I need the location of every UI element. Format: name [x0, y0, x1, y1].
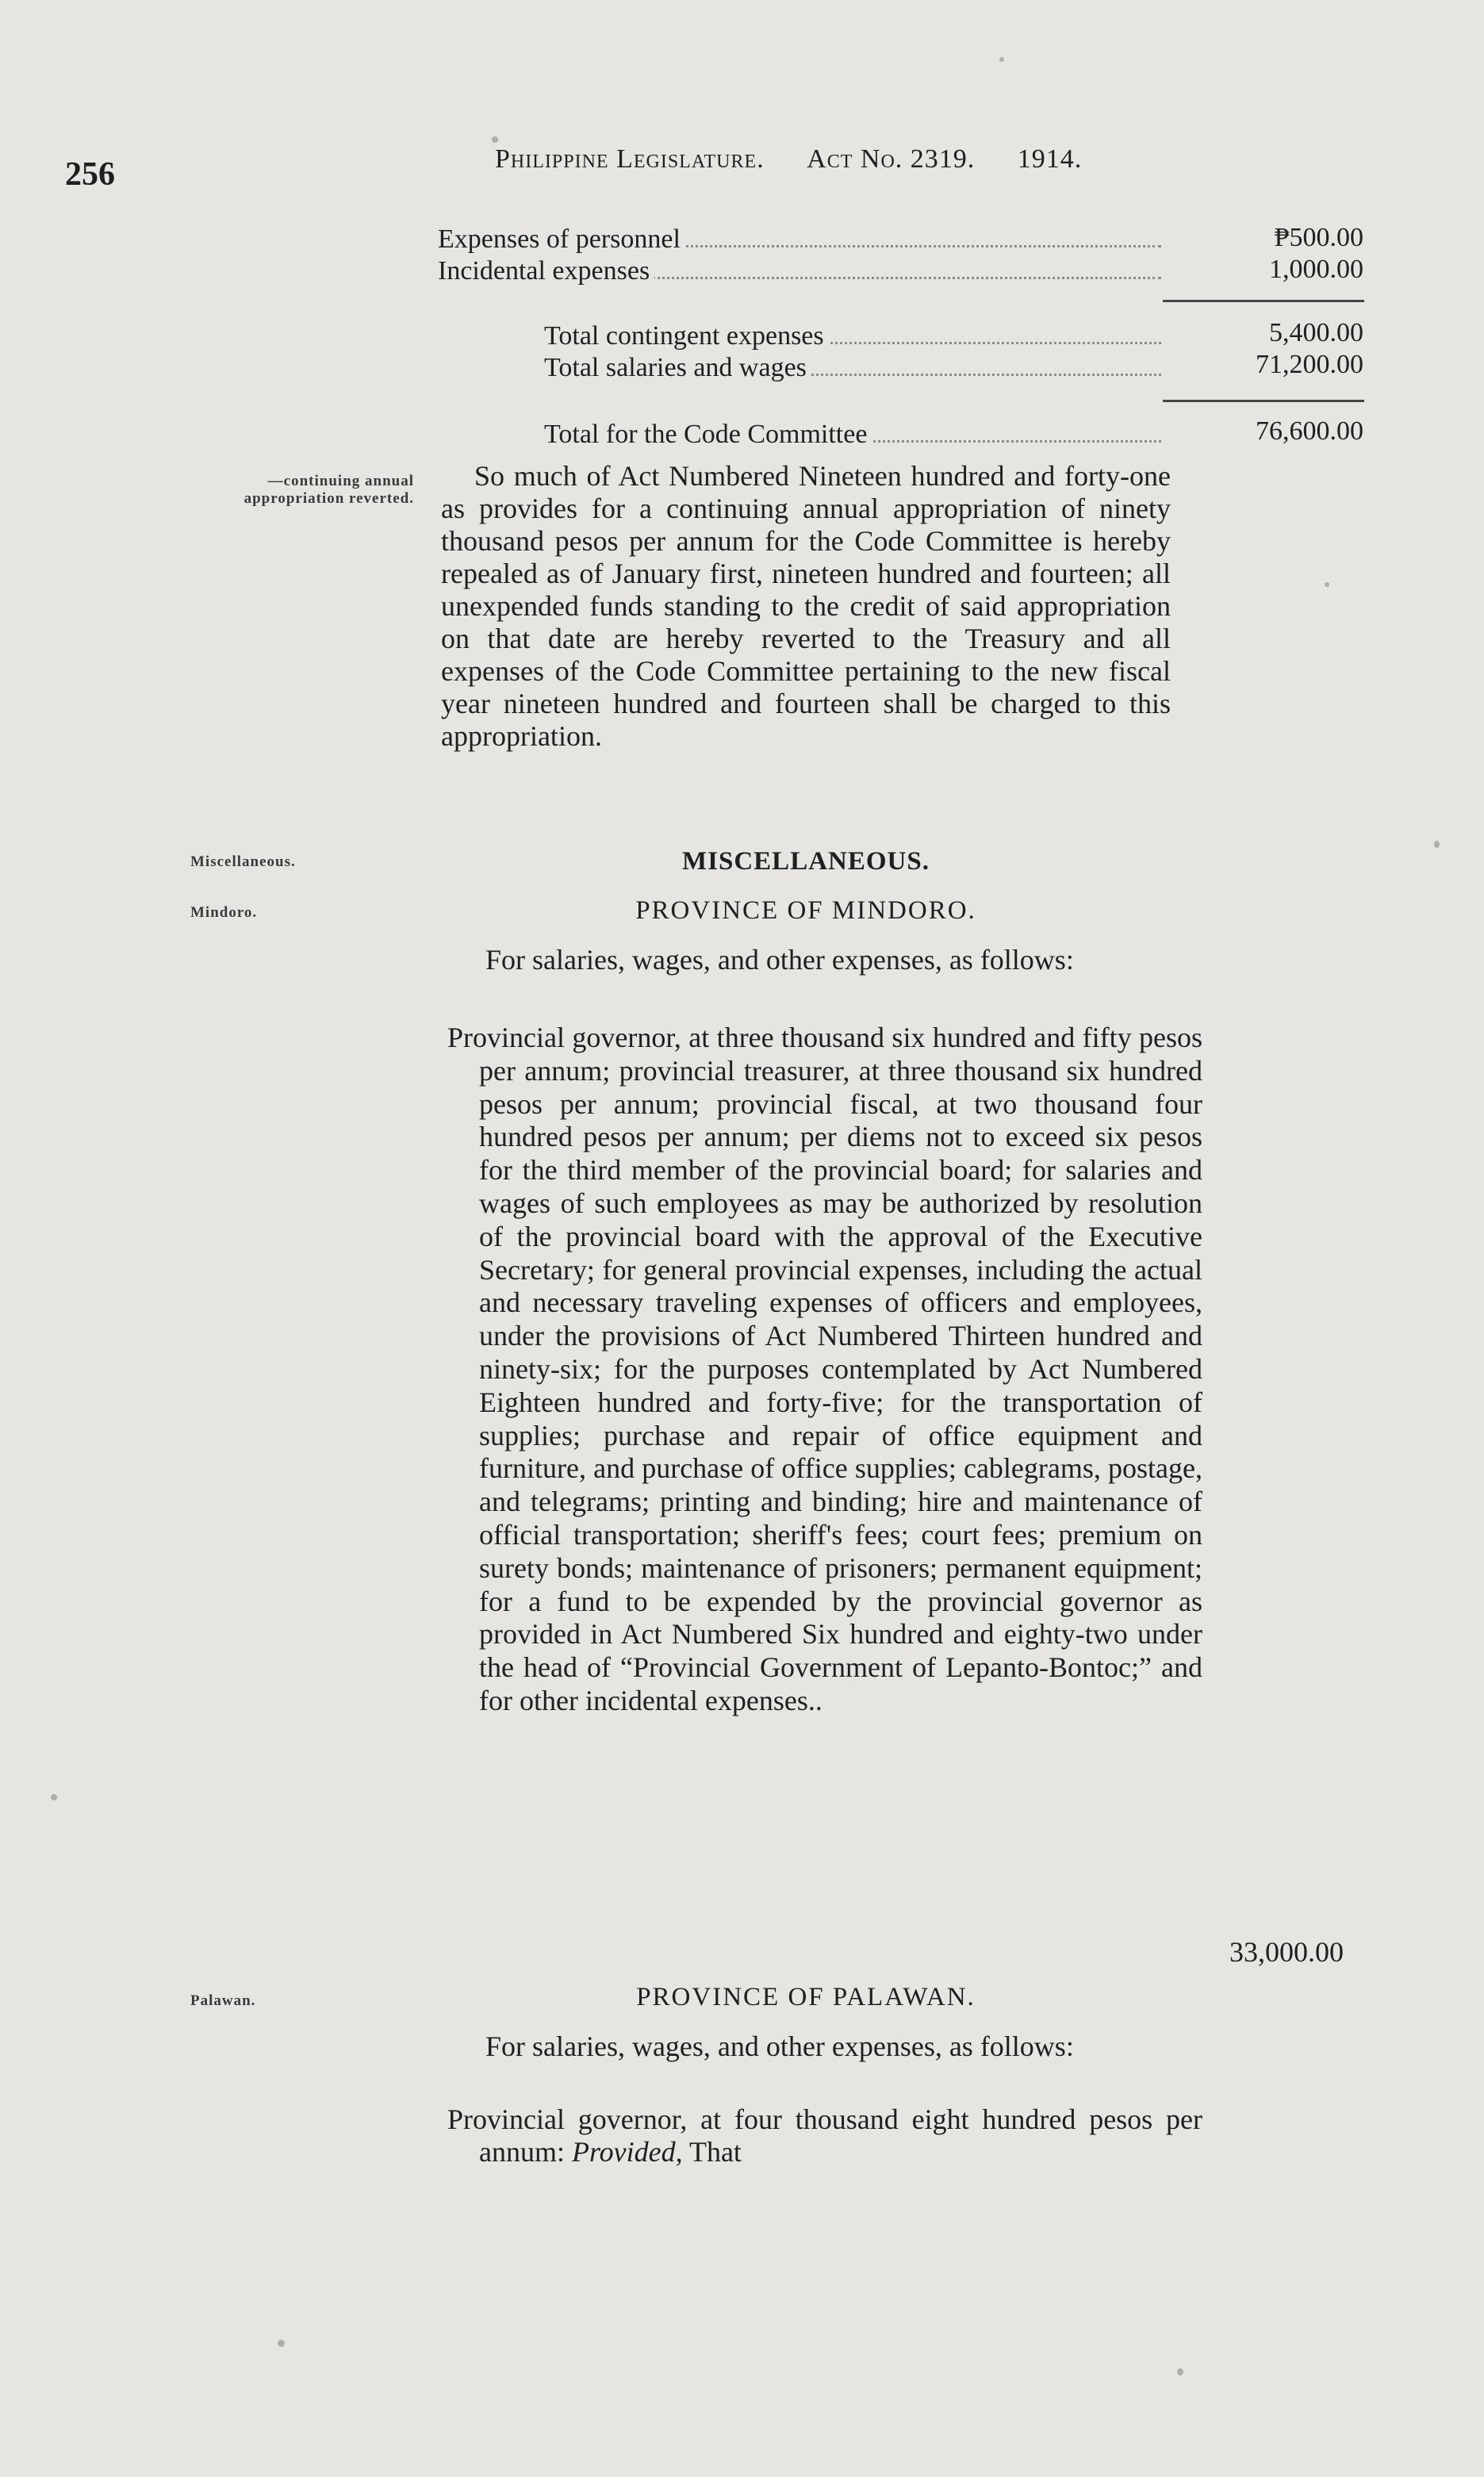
scan-speck — [492, 136, 498, 143]
margin-note-mindoro: Mindoro. — [190, 904, 258, 921]
mindoro-intro: For salaries, wages, and other expenses, as follows: — [485, 944, 1074, 976]
ledger-amount: 76,600.00 — [1256, 416, 1363, 446]
scan-speck — [278, 2340, 285, 2347]
palawan-provided-italic: Provided, — [571, 2136, 683, 2168]
palawan-body-text: Provincial governor, at four thousand eight hundred pesos per annum: — [447, 2103, 1202, 2168]
palawan-body — [447, 2103, 1202, 2168]
ledger-label: Total salaries and wages — [544, 352, 1161, 384]
heading-miscellaneous: MISCELLANEOUS. — [682, 847, 930, 876]
running-act: Act No. 2319. — [807, 144, 976, 174]
running-title: Philippine Legislature. — [495, 144, 765, 174]
scan-speck — [1325, 582, 1329, 587]
reversion-paragraph: So much of Act Numbered Nineteen hundred and forty-one as provides for a continuing annual appropriation of ninety thousand pesos per annum for the Code Committee is hereby repealed as of January first, nineteen hundred and fourteen; all unexpended funds standing to the credit of said appropriation on that date are hereby reverted to the Treasury and all expenses of the Code Committee pertaining to the new fiscal year nineteen hundred and fourteen shall be charged to this appropriation. — [441, 460, 1171, 752]
ledger-label: Total for the Code Committee — [544, 419, 1161, 451]
margin-note-reverted: —continuing annual appropriation reverted. — [243, 473, 414, 507]
ledger-amount: 71,200.00 — [1256, 350, 1363, 379]
margin-note-miscellaneous: Miscellaneous. — [190, 853, 296, 870]
scan-speck — [51, 1794, 57, 1800]
heading-palawan: PROVINCE OF PALAWAN. — [636, 1983, 976, 2011]
scan-speck — [1434, 841, 1440, 848]
mindoro-amount: 33,000.00 — [1229, 1936, 1344, 1968]
ledger-amount: 5,400.00 — [1269, 318, 1363, 347]
palawan-intro: For salaries, wages, and other expenses, as follows: — [485, 2030, 1074, 2062]
ledger-label: Expenses of personnel — [438, 224, 1161, 255]
running-year: 1914. — [1017, 144, 1083, 174]
running-header — [495, 144, 1082, 174]
ledger-label: Incidental expenses — [438, 255, 1161, 287]
ledger-amount: 1,000.00 — [1269, 255, 1363, 284]
sum-rule — [1163, 300, 1364, 302]
sum-rule — [1163, 400, 1364, 402]
ledger-amount: ₱500.00 — [1274, 223, 1363, 252]
ledger-label: Total contingent expenses — [544, 320, 1161, 352]
scan-speck — [1177, 2368, 1183, 2375]
mindoro-body: Provincial governor, at three thousand six hundred and fifty pesos per annum; provincial treasurer, at three thousand six hundred pesos per annum; provincial fiscal, at two thousand four hundred pesos per annum; per diems not to exceed six pesos for the third member of the provincial board; for salaries and wages of such employees as may be authorized by resolution of the provincial board with the approval of the Executive Secretary; for general provincial expenses, including the actual and necessary traveling expenses of officers and employees, under the provisions of Act Numbered Thirteen hundred and ninety-six; for the purposes contemplated by Act Numbered Eighteen hundred and forty-five; for the transportation of supplies; purchase and repair of office equipment and furniture, and purchase of office supplies; cablegrams, postage, and telegrams; printing and binding; hire and maintenance of official transportation; sheriff's fees; court fees; premium on surety bonds; maintenance of prisoners; permanent equipment; for a fund to be expended by the provincial governor as provided in Act Numbered Six hundred and eighty-two under the head of “Provincial Government of Lepanto-Bontoc;” and for other incidental expenses.. — [447, 1022, 1202, 1716]
palawan-body-end: That — [682, 2136, 742, 2168]
scan-speck — [999, 57, 1004, 62]
heading-mindoro: PROVINCE OF MINDORO. — [635, 896, 976, 925]
margin-note-palawan: Palawan. — [190, 1992, 256, 2009]
page-number: 256 — [65, 156, 115, 193]
